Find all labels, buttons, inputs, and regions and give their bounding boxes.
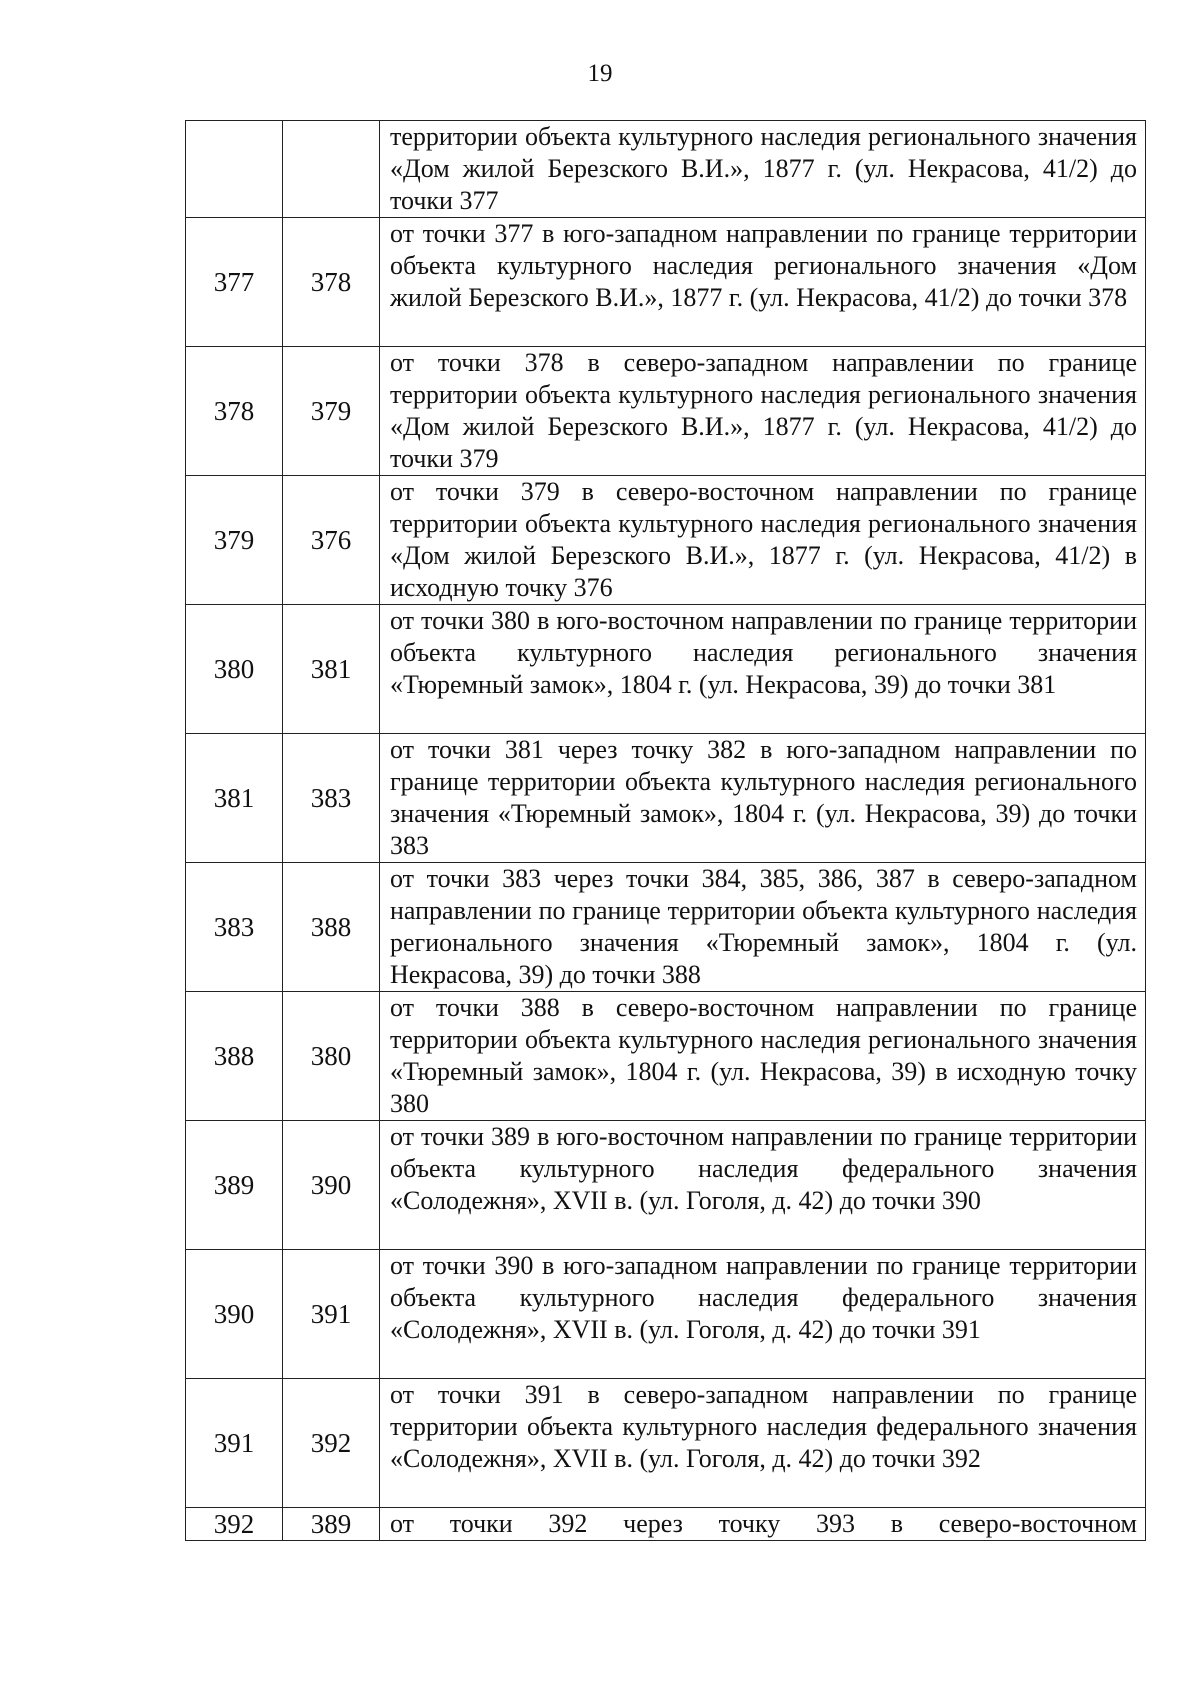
to-point-cell: 381 xyxy=(283,605,380,734)
to-point-cell: 379 xyxy=(283,347,380,476)
table-row xyxy=(186,1250,1146,1379)
table-row xyxy=(186,121,1146,218)
description-cell: от точки 390 в юго-западном направлении по границе территории объекта культурного наследия федерального значения «Солодежня», XVII в. (ул. Гоголя, д. 42) до точки 391 xyxy=(380,1250,1146,1379)
from-point-cell: 377 xyxy=(186,218,283,347)
table-row xyxy=(186,863,1146,992)
to-point-cell: 376 xyxy=(283,476,380,605)
to-point-cell: 378 xyxy=(283,218,380,347)
table-row xyxy=(186,1121,1146,1250)
from-point-cell: 391 xyxy=(186,1379,283,1508)
description-cell: от точки 389 в юго-восточном направлении по границе территории объекта культурного наследия федерального значения «Солодежня», XVII в. (ул. Гоголя, д. 42) до точки 390 xyxy=(380,1121,1146,1250)
from-point-cell: 390 xyxy=(186,1250,283,1379)
to-point-cell xyxy=(283,121,380,218)
from-point-cell: 378 xyxy=(186,347,283,476)
from-point-cell xyxy=(186,121,283,218)
to-point-cell: 391 xyxy=(283,1250,380,1379)
to-point-cell: 392 xyxy=(283,1379,380,1508)
table-row xyxy=(186,1379,1146,1508)
from-point-cell: 392 xyxy=(186,1508,283,1541)
description-cell: от точки 380 в юго-восточном направлении по границе территории объекта культурного наследия регионального значения «Тюремный замок», 1804 г. (ул. Некрасова, 39) до точки 381 xyxy=(380,605,1146,734)
description-cell: от точки 383 через точки 384, 385, 386, 387 в северо-западном направлении по границе территории объекта культурного наследия регионального значения «Тюремный замок», 1804 г. (ул. Некрасова, 39) до точки 388 xyxy=(380,863,1146,992)
to-point-cell: 380 xyxy=(283,992,380,1121)
page-number: 19 xyxy=(587,60,613,87)
description-cell: от точки 391 в северо-западном направлении по границе территории объекта культурного наследия федерального значения «Солодежня», XVII в. (ул. Гоголя, д. 42) до точки 392 xyxy=(380,1379,1146,1508)
from-point-cell: 388 xyxy=(186,992,283,1121)
table-row xyxy=(186,605,1146,734)
table-row xyxy=(186,992,1146,1121)
table-row xyxy=(186,1508,1146,1541)
to-point-cell: 388 xyxy=(283,863,380,992)
table-row xyxy=(186,218,1146,347)
description-cell: от точки 392 через точку 393 в северо-восточном xyxy=(380,1508,1146,1541)
to-point-cell: 389 xyxy=(283,1508,380,1541)
table-row xyxy=(186,476,1146,605)
from-point-cell: 381 xyxy=(186,734,283,863)
from-point-cell: 383 xyxy=(186,863,283,992)
description-cell: от точки 377 в юго-западном направлении по границе территории объекта культурного наследия регионального значения «Дом жилой Березского В.И.», 1877 г. (ул. Некрасова, 41/2) до точки 378 xyxy=(380,218,1146,347)
from-point-cell: 380 xyxy=(186,605,283,734)
from-point-cell: 379 xyxy=(186,476,283,605)
description-cell: от точки 381 через точку 382 в юго-западном направлении по границе территории объекта культурного наследия регионального значения «Тюремный замок», 1804 г. (ул. Некрасова, 39) до точки 383 xyxy=(380,734,1146,863)
description-cell: от точки 379 в северо-восточном направлении по границе территории объекта культурного наследия регионального значения «Дом жилой Березского В.И.», 1877 г. (ул. Некрасова, 41/2) в исходную точку 376 xyxy=(380,476,1146,605)
boundary-table xyxy=(185,120,1146,1541)
table-row xyxy=(186,347,1146,476)
description-cell: от точки 388 в северо-восточном направлении по границе территории объекта культурного наследия регионального значения «Тюремный замок», 1804 г. (ул. Некрасова, 39) в исходную точку 380 xyxy=(380,992,1146,1121)
description-cell: территории объекта культурного наследия регионального значения «Дом жилой Березского В.И.», 1877 г. (ул. Некрасова, 41/2) до точки 377 xyxy=(380,121,1146,218)
from-point-cell: 389 xyxy=(186,1121,283,1250)
to-point-cell: 390 xyxy=(283,1121,380,1250)
table-row xyxy=(186,734,1146,863)
to-point-cell: 383 xyxy=(283,734,380,863)
description-cell: от точки 378 в северо-западном направлении по границе территории объекта культурного наследия регионального значения «Дом жилой Березского В.И.», 1877 г. (ул. Некрасова, 41/2) до точки 379 xyxy=(380,347,1146,476)
